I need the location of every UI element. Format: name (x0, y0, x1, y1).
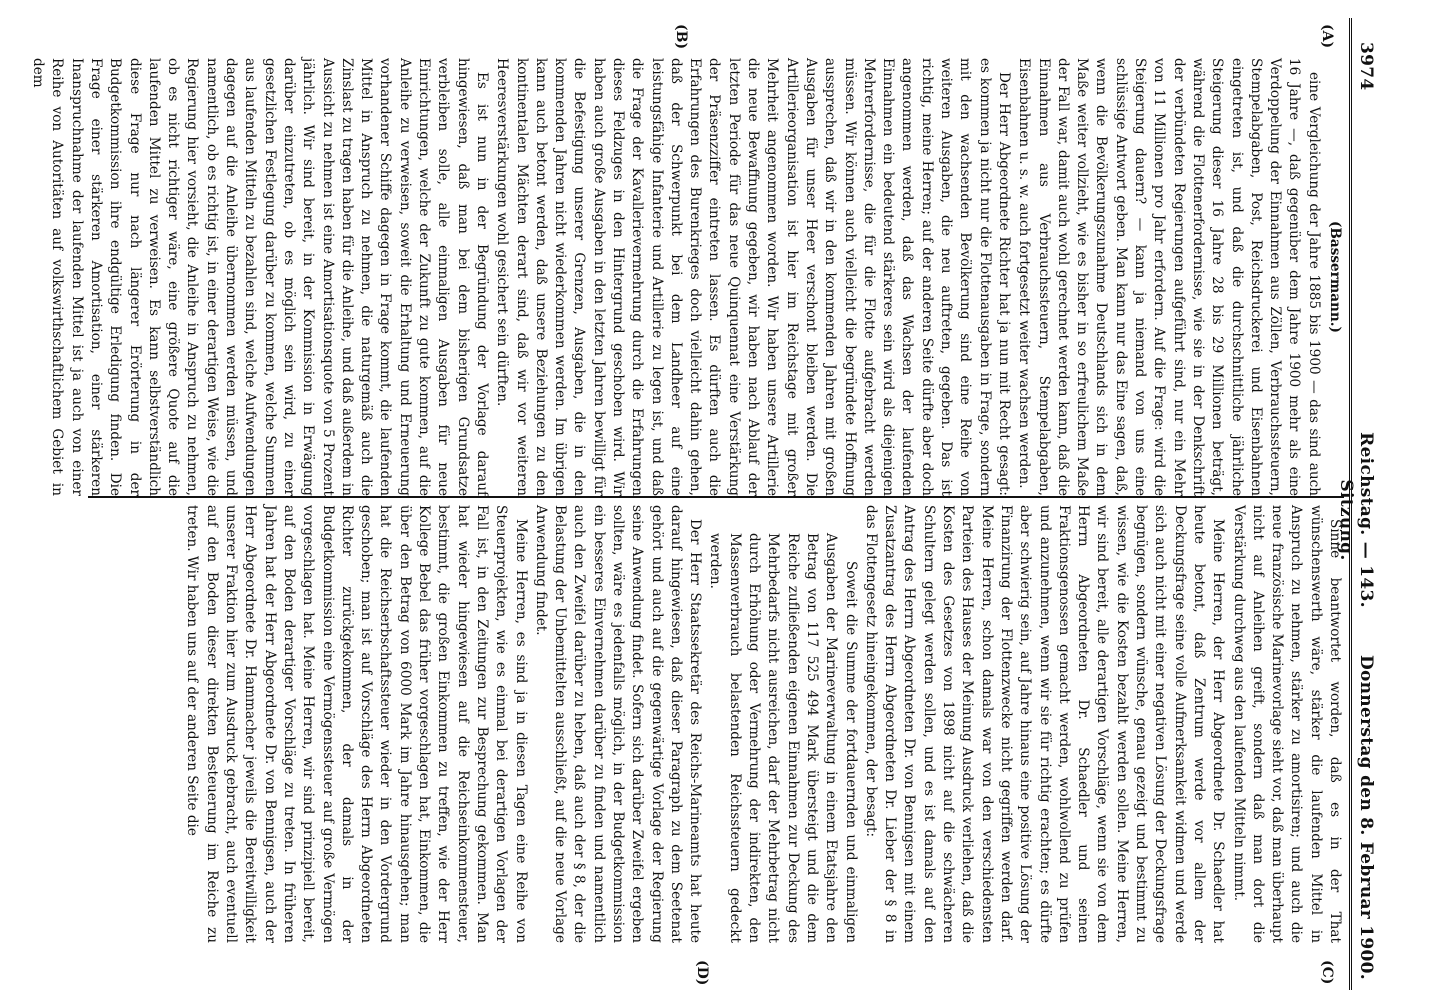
margin-mark-c: (C) (1319, 960, 1335, 985)
margin-mark-b: (B) (673, 24, 689, 50)
paragraph: Sinne beantwortet worden, daß es in der That wünschenswerth wäre, stärker die laufenden Mittel in Anspruch zu nehmen, stärker zu amortisiren; und auch die neue französische Marinevorlage sieht vor, daß man überhaupt nicht auf Anleihen greift, sondern daß man dort die Verstärkung durchweg aus den laufenden Mitteln nimmt. (1230, 505, 1343, 943)
page-header (1336, 20, 1382, 986)
speaker-name: (Bassermann.) (1327, 221, 1343, 333)
page-number: 3974 (1356, 42, 1376, 91)
paragraph: eine Vergleichung der Jahre 1885 bis 1900 — das sind auch 16 Jahre —, daß gegenüber dem Jahre 1900 mehr als eine Verdoppelung der Einnahmen aus Zöllen, Verbrauchssteuern, Stempelabgaben, Post, Reichsdruckerei und Eisenbahnen eingetreten ist, und daß die durchschnittliche jährliche Steigerung dieser 16 Jahre 28 bis 29 Millionen beträgt, während die Flottenerfordernisse, wie sie in der Denkschrift der verbündeten Regierungen aufgeführt sind, nur ein Mehr von 11 Millionen pro Jahr erfordern. Auf die Frage: wird die Steigerung dauern? — kann ja niemand von uns eine schlüssige Antwort geben. Man kann nur das Eine sagen, daß, wenn die Bevölkerungszunahme Deutschlands sich in dem Maße weiter vollzieht, wie es bisher in so erfreulichem Maße der Fall war, damit auch wohl gerechnet werden kann, daß die Einnahmen aus Verbrauchssteuern, Stempelabgaben, Eisenbahnen u. s. w. auch fortgesetzt weiter wachsen werden. (1016, 58, 1322, 496)
margin-mark-a: (A) (1319, 24, 1335, 49)
paragraph: Es ist nun in der Begründung der Vorlage darauf hingewiesen, daß man bei dem bisherigen Grundsatze verbleiben solle, alle einmaligen Ausgaben für neue Einrichtungen, welche der Zukunft zu gute kommen, auf die Anleihe zu verweisen, soweit die Erhaltung und Erneuerung vorhandener Schiffe dagegen in Frage kommt, die laufenden Mittel in Anspruch zu nehmen, die naturgemäß auch die Zinslast zu tragen haben für die Anleihe, und daß außerdem in Aussicht zu nehmen ist eine Amortisationsquote von 5 Prozent jährlich. Wir sind bereit, in der Kommission in Erwägung darüber einzutreten, ob es möglich sein wird, zu einer gesetzlichen Festlegung darüber zu kommen, welche Summen aus laufenden Mitteln zu bezahlen sind, welche Aufwendungen dagegen auf die Anleihe übernommen werden müssen, und namentlich, ob es richtig ist, in einer derartigen Weise, wie die Regierung hier vorsieht, die Anleihe in Anspruch zu nehmen, ob es nicht richtiger wäre, eine größere Quote auf die laufenden Mittel zu verweisen. Es kann selbstverständlich diese Frage nur nach längerer Erörterung in der Budgetkommission ihre endgültige Erledigung finden. Die Frage einer stärkeren Amortisation, einer stärkeren Inanspruchnahme der laufenden Mittel ist ja auch von einer Reihe von Autoritäten auf volkswirthschaftlichem Gebiet in dem (30, 58, 490, 496)
paragraph: Meine Herren, es sind ja in diesen Tagen eine Reihe von Steuerprojekten, wie es einmal bei derartigen Vorlagen der Fall ist, in den Zeitungen zur Besprechung gekommen. Man hat wieder hingewiesen auf die Reichseinkommensteuer, bestimmt, die großen Einkommen zu treffen, wie der Herr Kollege Bebel das früher vorgeschlagen hat, Einkommen, die über den Betrag von 6000 Mark im Jahre hinausgehen; man hat die Reichserbschaftssteuer wieder in den Vordergrund geschoben; man ist auf Vorschläge des Herrn Abgeordneten Richter zurückgekommen, der damals in der Budgetkommission eine Vermögenssteuer auf große Vermögen vorgeschlagen hat. Meine Herren, wir sind prinzipiell bereit, auf den Boden derartiger Vorschläge zu treten. In früheren Jahren hat der Herr Abgeordnete Dr. von Bennigsen, auch der Herr Abgeordnete Dr. Hammacher jeweils die Bereitwilligkeit unserer Fraktion hier zum Ausdruck gebracht, auch eventuell auf den Boden dieser direkten Besteuerung im Reiche zu treten. Wir haben uns auf der anderen Seite die (184, 505, 529, 943)
paragraph: Meine Herren, der Herr Abgeordnete Dr. Schaedler hat heute betont, daß Zentrum werde vor allem der Deckungsfrage seine volle Aufmerksamkeit widmen und werde sich auch nicht mit einer negativen Lösung der Deckungsfrage begnügen, sondern wünsche, genau gezeigt und bestimmt zu wissen, wie die Kosten bezahlt werden sollen. Meine Herren, wir sind bereit, alle derartigen Vorschläge, wenn sie von dem Herrn Abgeordneten Dr. Schaedler und seinen Fraktionsgenossen gemacht werden, wohlwollend zu prüfen und anzunehmen, wenn wir sie für richtig erachten; es dürfte aber schwierig sein, auf Jahre hinaus eine positive Lösung der Finanzirung der Flottenzwecke nicht gegriffen werden darf. Meine Herren, schon damals war von den verschiedensten Parteien des Hauses der Meinung Ausdruck verliehen, daß die Kosten des Gesetzes von 1898 nicht auf die schwächeren Schultern gelegt werden sollen, und es ist damals auf den Antrag des Herrn Abgeordneten Dr. von Bennigsen mit einem Zusatzantrag des Herrn Abgeordneten Dr. Lieber der § 8 in das Flottengesetz hineingekommen, der besagt: (862, 505, 1227, 943)
text-column-left (30, 58, 1344, 496)
paragraph: Der Herr Abgeordnete Richter hat ja nun mit Recht gesagt: es kommen ja nicht nur die Flottenausgaben in Frage, sondern mit den wachsenden Bevölkerung sind eine Reihe von weiteren Ausgaben, die neu auftreten, gegeben. Das ist richtig, meine Herren; auf der anderen Seite dürfte aber doch angenommen werden, daß das Wachsen der laufenden Einnahmen ein bedeutend stärkeres sein wird als diejenigen Mehrerfordernisse, die für die Flotte aufgebracht werden müssen. Wir können auch vielleicht die begründete Hoffnung aussprechen, daß wir in den kommenden Jahren mit großen Ausgaben für unser Heer verschont bleiben werden. Die Artillerieorganisation ist hier im Reichstage mit großer Mehrheit angenommen worden. Wir haben unsere Artillerie die neue Bewaffnung gegeben, wir haben nach Ablauf der letzten Periode für das neue Quinquennat eine Verstärkung der Präsenzziffer eintreten lassen. Es dürften auch die Erfahrungen des Burenkrieges doch vielleicht dahin gehen, daß der Schwerpunkt bei dem Landheer auf eine leistungsfähige Infanterie und Artillerie zu legen ist, und daß die Frage der Kavallerievermehrung durch die Erfahrungen dieses Feldzuges in den Hintergrund geschoben wird. Wir haben auch große Ausgaben in den letzten Jahren bewilligt für die Befestigung unserer Grenzen, Ausgaben, die in den kommenden Jahren nicht wiederkommen werden. Im übrigen kann auch betont werden, daß unsere Beziehungen zu den kontinentalen Mächten derart sind, daß wir vor weiteren Heeresverstärkungen wohl gesichert sein dürften. (494, 58, 1012, 496)
column-divider (88, 496, 1344, 498)
text-column-right (88, 505, 1344, 943)
paragraph: Der Herr Staatssekretär des Reichs-Marineamts hat heute darauf hingewiesen, daß dieser Paragraph zu dem Seetenat gehört und auch auf die gegenwärtige Vorlage der Regierung seine Anwendung findet. Sofern sich darüber Zweifel ergeben sollten, wäre es jedenfalls möglich, in der Budgetkommission ein besseres Einvernehmen darüber zu finden und namentlich auch den Zweifel darüber zu heben, daß auch der § 8, der die Belastung der Unbemittelten ausschließt, auf die neue Vorlage Anwendung findet. (532, 505, 704, 943)
page-title: Reichstag. — 143. Sitzung. (1336, 432, 1376, 608)
margin-mark-d: (D) (694, 960, 710, 986)
law-quotation: Soweit die Summe der fortdauernden und einmaligen Ausgaben der Marineverwaltung in einem Etatsjahre den Betrag von 117 525 494 Mark übersteigt und die dem Reiche zufließenden eigenen Einnahmen zur Deckung des Mehrbedarfs nicht ausreichen, darf der Mehrbetrag nicht durch Erhöhung oder Vermehrung der indirekten, den Massenverbrauch belastenden Reichssteuern gedeckt werden. (707, 533, 859, 943)
session-date: Donnerstag den 8. Februar 1900. (1356, 654, 1376, 980)
header-rule (1349, 18, 1352, 990)
